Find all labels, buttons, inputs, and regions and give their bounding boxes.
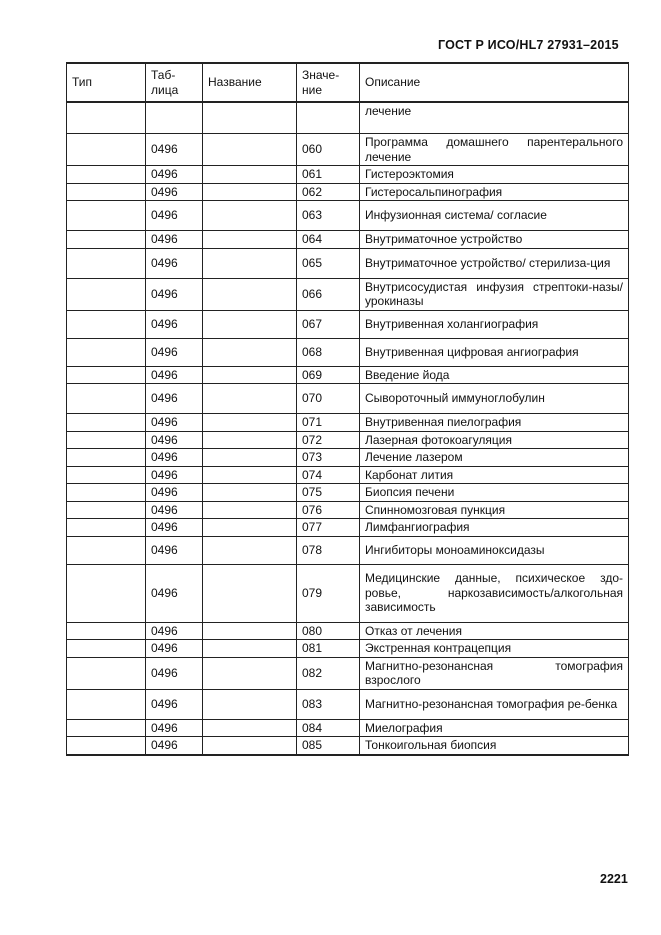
cell-type <box>67 640 146 658</box>
cell-value: 075 <box>297 484 360 502</box>
cell-type <box>67 519 146 537</box>
table-row <box>67 183 629 201</box>
cell-type <box>67 431 146 449</box>
cell-value: 082 <box>297 657 360 689</box>
cell-description: Гистеросальпинография <box>360 183 629 201</box>
cell-type <box>67 484 146 502</box>
cell-name <box>203 719 297 737</box>
cell-description: Внутриматочное устройство <box>360 231 629 249</box>
cell-name <box>203 248 297 278</box>
cell-description: Медицинские данные, психическое здо-ровье, наркозависимость/алкогольная зависимость <box>360 564 629 622</box>
cell-type <box>67 622 146 640</box>
data-table <box>66 62 629 756</box>
cell-name <box>203 501 297 519</box>
cell-value: 080 <box>297 622 360 640</box>
cell-type <box>67 536 146 564</box>
cell-name <box>203 689 297 719</box>
cell-value: 067 <box>297 310 360 338</box>
cell-table: 0496 <box>146 231 203 249</box>
cell-value: 068 <box>297 338 360 366</box>
cell-type <box>67 719 146 737</box>
cell-name <box>203 166 297 184</box>
cell-name <box>203 564 297 622</box>
cell-table: 0496 <box>146 166 203 184</box>
cell-description: Биопсия печени <box>360 484 629 502</box>
page-number: 2221 <box>600 872 628 886</box>
cell-table: 0496 <box>146 564 203 622</box>
cell-table: 0496 <box>146 201 203 231</box>
cell-type <box>67 564 146 622</box>
cell-description: Лазерная фотокоагуляция <box>360 431 629 449</box>
cell-description: Сывороточный иммуноглобулин <box>360 384 629 414</box>
row-description: лечение <box>360 102 629 134</box>
cell-name <box>203 737 297 755</box>
cell-table: 0496 <box>146 278 203 310</box>
cell-type <box>67 366 146 384</box>
cell-name <box>203 431 297 449</box>
cell-table: 0496 <box>146 536 203 564</box>
cell-name <box>203 384 297 414</box>
column-header-type: Тип <box>67 63 146 102</box>
cell-table: 0496 <box>146 519 203 537</box>
cell-type <box>67 231 146 249</box>
cell-name <box>203 338 297 366</box>
table-row <box>67 689 629 719</box>
table-row <box>67 564 629 622</box>
table-row <box>67 501 629 519</box>
cell-description: Программа домашнего парентерального лечение <box>360 134 629 166</box>
cell-table: 0496 <box>146 719 203 737</box>
cell-value: 084 <box>297 719 360 737</box>
column-header-description: Описание <box>360 63 629 102</box>
table-row <box>67 449 629 467</box>
cell-name <box>203 183 297 201</box>
cell-table: 0496 <box>146 501 203 519</box>
cell-name <box>203 414 297 432</box>
cell-type <box>67 310 146 338</box>
cell-value: 076 <box>297 501 360 519</box>
document-code: ГОСТ Р ИСО/HL7 27931–2015 <box>438 38 619 52</box>
table-row <box>67 640 629 658</box>
table-row <box>67 536 629 564</box>
cell-value: 081 <box>297 640 360 658</box>
cell-name <box>203 231 297 249</box>
cell-description: Миелография <box>360 719 629 737</box>
cell-value <box>297 102 360 134</box>
cell-name <box>203 536 297 564</box>
cell-value: 073 <box>297 449 360 467</box>
table-row <box>67 737 629 755</box>
table-row <box>67 231 629 249</box>
cell-table: 0496 <box>146 449 203 467</box>
cell-type <box>67 278 146 310</box>
cell-table: 0496 <box>146 134 203 166</box>
cell-type <box>67 466 146 484</box>
column-header-table: Таб-лица <box>146 63 203 102</box>
cell-table: 0496 <box>146 384 203 414</box>
cell-table: 0496 <box>146 414 203 432</box>
cell-value: 070 <box>297 384 360 414</box>
table-row <box>67 431 629 449</box>
cell-value: 079 <box>297 564 360 622</box>
cell-value: 072 <box>297 431 360 449</box>
cell-table: 0496 <box>146 466 203 484</box>
cell-type <box>67 657 146 689</box>
cell-type <box>67 166 146 184</box>
cell-type <box>67 689 146 719</box>
cell-value: 060 <box>297 134 360 166</box>
cell-table: 0496 <box>146 657 203 689</box>
table-row <box>67 414 629 432</box>
table-row <box>67 166 629 184</box>
cell-description: Гистероэктомия <box>360 166 629 184</box>
cell-value: 064 <box>297 231 360 249</box>
cell-name <box>203 201 297 231</box>
cell-description: Магнитно-резонансная томография ре-бенка <box>360 689 629 719</box>
cell-value: 085 <box>297 737 360 755</box>
cell-description: Внутривенная пиелография <box>360 414 629 432</box>
cell-description: Лечение лазером <box>360 449 629 467</box>
cell-description: Внутриматочное устройство/ стерилиза-ция <box>360 248 629 278</box>
cell-name <box>203 366 297 384</box>
table-row <box>67 134 629 166</box>
cell-type <box>67 248 146 278</box>
cell-type <box>67 384 146 414</box>
table-row <box>67 338 629 366</box>
cell-description: Тонкоигольная биопсия <box>360 737 629 755</box>
table-row <box>67 102 629 134</box>
cell-table: 0496 <box>146 622 203 640</box>
cell-description: Магнитно-резонансная томография взрослого <box>360 657 629 689</box>
cell-table: 0496 <box>146 183 203 201</box>
cell-name <box>203 278 297 310</box>
cell-type <box>67 134 146 166</box>
cell-table: 0496 <box>146 431 203 449</box>
cell-type <box>67 414 146 432</box>
cell-table: 0496 <box>146 338 203 366</box>
cell-name <box>203 310 297 338</box>
table-row <box>67 484 629 502</box>
cell-value: 063 <box>297 201 360 231</box>
cell-name <box>203 484 297 502</box>
cell-description: Ингибиторы моноаминоксидазы <box>360 536 629 564</box>
cell-value: 065 <box>297 248 360 278</box>
table-row <box>67 310 629 338</box>
cell-name <box>203 657 297 689</box>
cell-value: 069 <box>297 366 360 384</box>
column-header-name: Название <box>203 63 297 102</box>
cell-table: 0496 <box>146 640 203 658</box>
table-row <box>67 384 629 414</box>
cell-table: 0496 <box>146 248 203 278</box>
cell-value: 062 <box>297 183 360 201</box>
cell-value: 074 <box>297 466 360 484</box>
cell-type <box>67 102 146 134</box>
cell-type <box>67 183 146 201</box>
table-header-row <box>67 63 629 102</box>
cell-table: 0496 <box>146 689 203 719</box>
cell-description: Внутривенная холангиография <box>360 310 629 338</box>
cell-name <box>203 102 297 134</box>
cell-value: 083 <box>297 689 360 719</box>
cell-type <box>67 501 146 519</box>
table-row <box>67 719 629 737</box>
cell-name <box>203 466 297 484</box>
cell-table: 0496 <box>146 310 203 338</box>
cell-description: Инфузионная система/ согласие <box>360 201 629 231</box>
cell-value: 078 <box>297 536 360 564</box>
cell-description: Экстренная контрацепция <box>360 640 629 658</box>
table-row <box>67 657 629 689</box>
table-row <box>67 366 629 384</box>
cell-description: Отказ от лечения <box>360 622 629 640</box>
cell-value: 066 <box>297 278 360 310</box>
cell-table: 0496 <box>146 737 203 755</box>
cell-value: 077 <box>297 519 360 537</box>
cell-description: Введение йода <box>360 366 629 384</box>
cell-name <box>203 519 297 537</box>
cell-type <box>67 449 146 467</box>
cell-description: Внутрисосудистая инфузия стрептоки-назы/урокиназы <box>360 278 629 310</box>
cell-type <box>67 338 146 366</box>
cell-value: 061 <box>297 166 360 184</box>
table-row <box>67 201 629 231</box>
table-row <box>67 519 629 537</box>
cell-type <box>67 737 146 755</box>
cell-description: Карбонат лития <box>360 466 629 484</box>
table-row <box>67 278 629 310</box>
table-row <box>67 622 629 640</box>
cell-value: 071 <box>297 414 360 432</box>
table-row <box>67 248 629 278</box>
cell-name <box>203 449 297 467</box>
cell-table: 0496 <box>146 366 203 384</box>
cell-type <box>67 201 146 231</box>
cell-description: Спинномозговая пункция <box>360 501 629 519</box>
cell-description: Внутривенная цифровая ангиография <box>360 338 629 366</box>
cell-name <box>203 622 297 640</box>
cell-description: Лимфангиография <box>360 519 629 537</box>
table-row <box>67 466 629 484</box>
cell-name <box>203 134 297 166</box>
cell-table <box>146 102 203 134</box>
cell-name <box>203 640 297 658</box>
column-header-value: Значе-ние <box>297 63 360 102</box>
cell-table: 0496 <box>146 484 203 502</box>
